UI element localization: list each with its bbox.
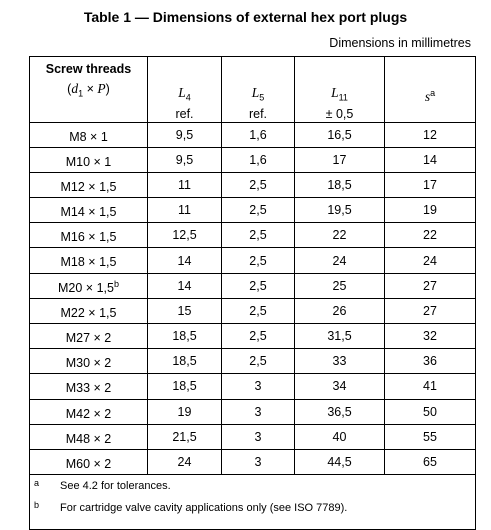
cell-l5: 3: [222, 374, 295, 399]
table-row: [30, 399, 476, 424]
cell-l5: 2,5: [222, 172, 295, 197]
cell-l4: 14: [148, 273, 222, 298]
cell-thread: M33 × 2: [30, 374, 148, 399]
cell-s: 65: [385, 449, 476, 474]
table-row: [30, 424, 476, 449]
cell-s: 27: [385, 273, 476, 298]
cell-l5: 3: [222, 449, 295, 474]
col-header-screw-threads: [30, 57, 148, 123]
cell-l5: 2,5: [222, 324, 295, 349]
footnote-ref-b: b: [113, 278, 119, 289]
cell-l5: 2,5: [222, 273, 295, 298]
cell-l4: 18,5: [148, 324, 222, 349]
cell-l11: 34: [295, 374, 385, 399]
cell-thread: M16 × 1,5: [30, 223, 148, 248]
cell-l11: 17: [295, 147, 385, 172]
col-header-l5-note: ref.: [248, 106, 268, 121]
col-header-l5: $L_5$ ref.: [222, 57, 295, 123]
footnotes-row: [30, 475, 476, 530]
cell-l4: 18,5: [148, 374, 222, 399]
cell-l5: 2,5: [222, 223, 295, 248]
cell-thread: M12 × 1,5: [30, 172, 148, 197]
cell-l11: 16,5: [295, 122, 385, 147]
cell-s: 19: [385, 198, 476, 223]
cell-l11: 25: [295, 273, 385, 298]
cell-l11: 44,5: [295, 449, 385, 474]
col-header-screw-threads-label: Screw threads: [45, 62, 132, 76]
header-row: [30, 57, 476, 123]
table-row: [30, 449, 476, 474]
cell-l4: 14: [148, 248, 222, 273]
col-header-l11: $L_{11}$ ± 0,5: [295, 57, 385, 123]
cell-s: 14: [385, 147, 476, 172]
table-row: [30, 172, 476, 197]
cell-s: 12: [385, 122, 476, 147]
footnote-mark-a: a: [34, 478, 40, 489]
cell-s: 17: [385, 172, 476, 197]
cell-s: 41: [385, 374, 476, 399]
table-row: [30, 147, 476, 172]
footnote-text-b: For cartridge valve cavity applications only (see ISO 7789).: [60, 502, 348, 515]
cell-thread: M8 × 1: [30, 122, 148, 147]
table-row: [30, 324, 476, 349]
cell-l5: 1,6: [222, 147, 295, 172]
cell-l11: 31,5: [295, 324, 385, 349]
col-header-screw-threads-sub: $(d_1 \times P)$: [67, 81, 110, 99]
table-row: [30, 298, 476, 323]
cell-l4: 9,5: [148, 122, 222, 147]
cell-l11: 19,5: [295, 198, 385, 223]
cell-l4: 24: [148, 449, 222, 474]
cell-l11: 36,5: [295, 399, 385, 424]
cell-l5: 2,5: [222, 298, 295, 323]
footnote-a: [30, 479, 475, 501]
table-row: [30, 223, 476, 248]
table-row: [30, 198, 476, 223]
cell-l4: 11: [148, 172, 222, 197]
table-row: [30, 374, 476, 399]
cell-l5: 3: [222, 399, 295, 424]
dimensions-table: [29, 56, 476, 530]
footnote-b: [30, 501, 475, 523]
cell-l4: 12,5: [148, 223, 222, 248]
cell-thread: M30 × 2: [30, 349, 148, 374]
footnote-text-a: See 4.2 for tolerances.: [60, 480, 171, 493]
cell-thread: M27 × 2: [30, 324, 148, 349]
cell-thread: M20 × 1,5$^b$: [30, 273, 148, 298]
cell-l11: 22: [295, 223, 385, 248]
cell-l5: 2,5: [222, 198, 295, 223]
cell-thread: M48 × 2: [30, 424, 148, 449]
cell-l4: 19: [148, 399, 222, 424]
cell-s: 55: [385, 424, 476, 449]
cell-l4: 21,5: [148, 424, 222, 449]
units-note: Dimensions in millimetres: [329, 36, 471, 50]
table-row: [30, 349, 476, 374]
cell-thread: M10 × 1: [30, 147, 148, 172]
cell-l4: 9,5: [148, 147, 222, 172]
cell-s: 50: [385, 399, 476, 424]
cell-l4: 18,5: [148, 349, 222, 374]
col-header-s: $s^a$: [385, 57, 476, 123]
cell-l11: 24: [295, 248, 385, 273]
cell-l4: 11: [148, 198, 222, 223]
cell-thread: M14 × 1,5: [30, 198, 148, 223]
footnotes: [30, 475, 476, 530]
table-title: Table 1 — Dimensions of external hex port plugs: [83, 9, 408, 25]
table-row: [30, 248, 476, 273]
table-row: [30, 122, 476, 147]
col-header-l4: $L_4$ ref.: [148, 57, 222, 123]
cell-l5: 2,5: [222, 248, 295, 273]
cell-s: 22: [385, 223, 476, 248]
cell-thread: M42 × 2: [30, 399, 148, 424]
cell-l11: 18,5: [295, 172, 385, 197]
cell-s: 32: [385, 324, 476, 349]
cell-s: 27: [385, 298, 476, 323]
footnote-mark-b: b: [34, 500, 40, 511]
cell-thread: M60 × 2: [30, 449, 148, 474]
cell-l11: 26: [295, 298, 385, 323]
cell-l11: 33: [295, 349, 385, 374]
cell-s: 24: [385, 248, 476, 273]
cell-s: 36: [385, 349, 476, 374]
cell-l5: 3: [222, 424, 295, 449]
table-row: [30, 273, 476, 298]
cell-l11: 40: [295, 424, 385, 449]
cell-thread: M18 × 1,5: [30, 248, 148, 273]
cell-l5: 1,6: [222, 122, 295, 147]
col-header-l4-note: ref.: [175, 106, 194, 121]
col-header-l11-note: ± 0,5: [325, 106, 354, 121]
cell-l5: 2,5: [222, 349, 295, 374]
cell-l4: 15: [148, 298, 222, 323]
cell-thread: M22 × 1,5: [30, 298, 148, 323]
